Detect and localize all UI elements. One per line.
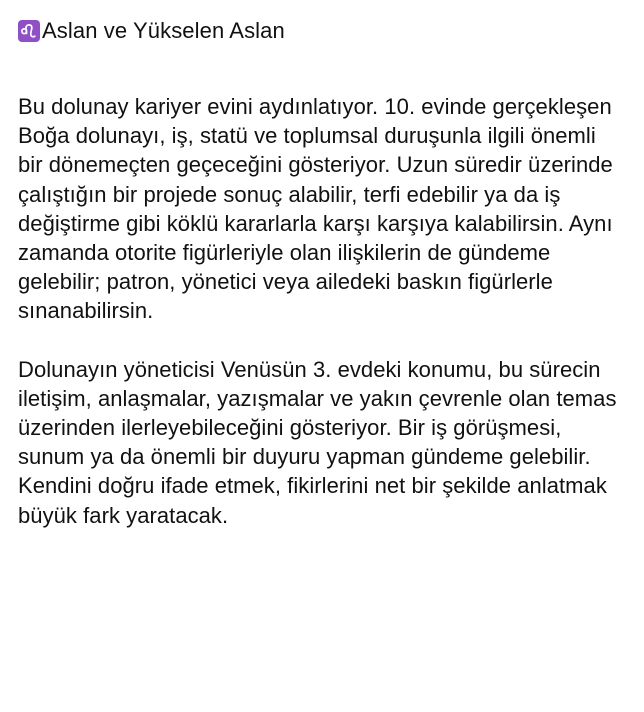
paragraph-venus: Dolunayın yöneticisi Venüsün 3. evdeki konumu, bu sürecin iletişim, anlaşmalar, yazışmalar ve yakın çevrenle olan temas üzerinden ilerleyebileceğini gösteriyor. Bir iş görüşmesi, sunum ya da önemli bir duyuru yapman gündeme gelebilir. Kendini doğru ifade etmek, fikirlerini net bir şekilde anlatmak büyük fark yaratacak. — [18, 356, 617, 528]
title-row — [18, 16, 624, 46]
note-title: Aslan ve Yükselen Aslan — [42, 18, 285, 43]
leo-zodiac-icon — [18, 20, 40, 42]
paragraph-career: Bu dolunay kariyer evini aydınlatıyor. 10. evinde gerçekleşen Boğa dolunayı, iş, statü ve toplumsal duruşunla ilgili önemli bir dönemeçten geçeceğini gösteriyor. Uzun süredir üzerinde çalıştığın bir projede sonuç alabilir, terfi edebilir ya da iş değiştirme gibi köklü kararlarla karşı karşıya kalabilirsin. Aynı zamanda otorite figürleriyle olan ilişkilerin de gündeme gelebilir; patron, yönetici veya ailedeki baskın figürlerle sınanabilirsin. — [18, 94, 613, 324]
